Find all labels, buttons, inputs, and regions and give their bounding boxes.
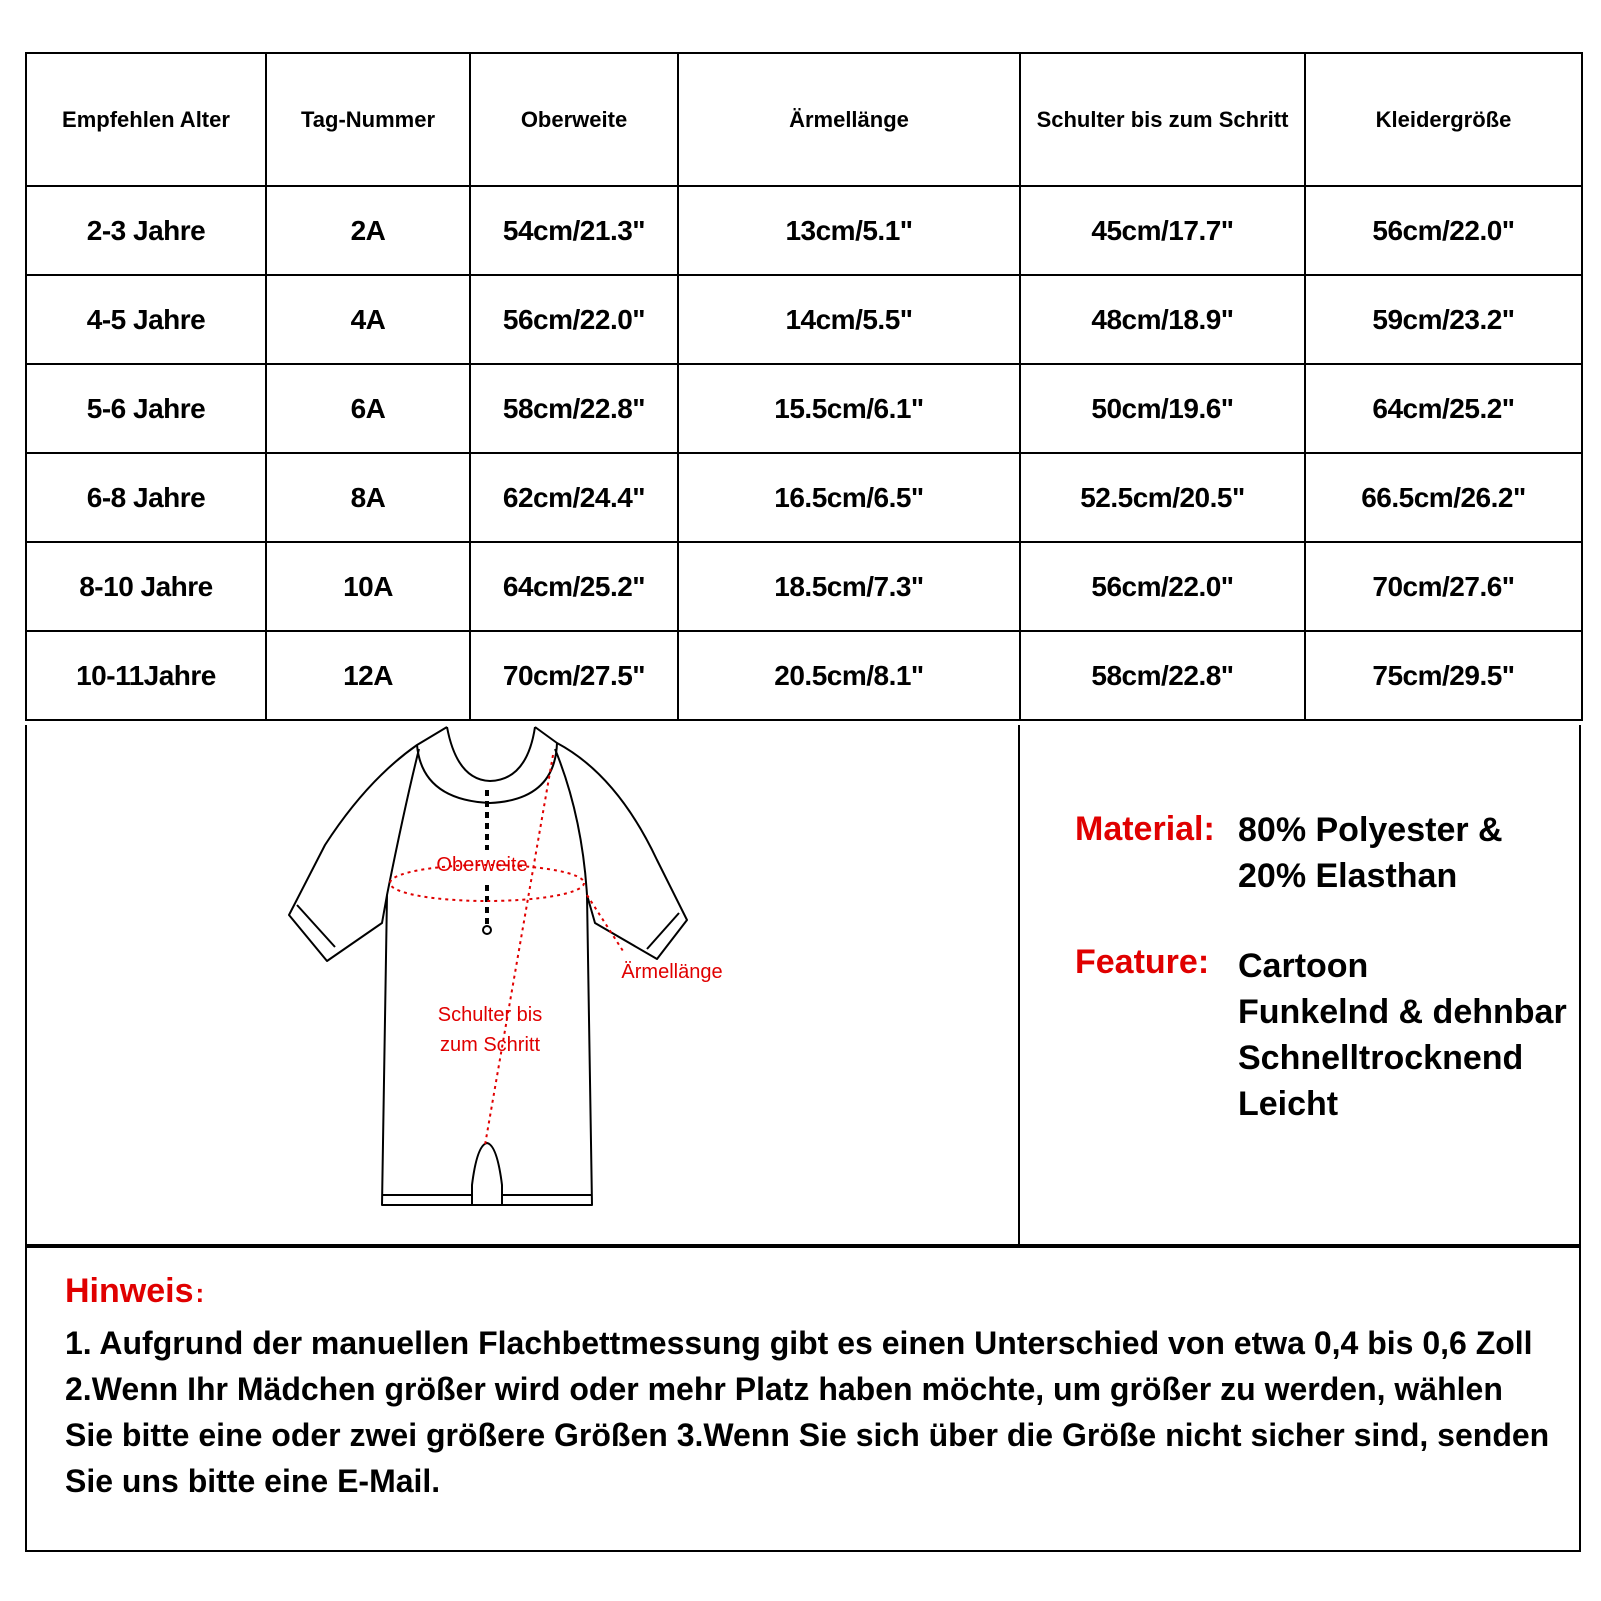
product-info: [1040, 725, 1580, 1244]
table-row: [26, 542, 1582, 631]
shoulder-crotch-label-line-1: Schulter bis: [437, 1004, 543, 1026]
table-cell: 56cm/22.0": [1305, 186, 1582, 275]
table-header-row: [26, 53, 1582, 186]
table-cell: 8A: [266, 453, 470, 542]
table-cell: 70cm/27.5": [470, 631, 678, 720]
table-cell: 20.5cm/8.1": [678, 631, 1020, 720]
notes-section: [25, 1246, 1581, 1552]
sleeve-measure-label: Ärmellänge: [621, 961, 723, 983]
table-cell: 75cm/29.5": [1305, 631, 1582, 720]
note-line: Sie uns bitte eine E-Mail.: [65, 1463, 441, 1499]
table-cell: 45cm/17.7": [1020, 186, 1305, 275]
note-line: Sie bitte eine oder zwei größere Größen 3.Wenn Sie sich über die Größe nicht sicher sind, senden: [65, 1417, 1550, 1453]
material-value: [1238, 807, 1503, 899]
table-cell: 50cm/19.6": [1020, 364, 1305, 453]
feature-item: Cartoon: [1238, 947, 1369, 985]
table-cell: 8-10 Jahre: [26, 542, 266, 631]
table-row: [26, 453, 1582, 542]
table-cell: 54cm/21.3": [470, 186, 678, 275]
feature-item: Leicht: [1238, 1085, 1339, 1123]
table-cell: 2A: [266, 186, 470, 275]
material-line: 80% Polyester &: [1238, 811, 1503, 849]
notes-body: [65, 1320, 1555, 1504]
column-header-dress-size: Kleidergröße: [1305, 53, 1582, 186]
table-cell: 10-11Jahre: [26, 631, 266, 720]
table-cell: 64cm/25.2": [470, 542, 678, 631]
feature-list: [1238, 943, 1567, 1127]
table-cell: 70cm/27.6": [1305, 542, 1582, 631]
garment-diagram: [27, 725, 1017, 1244]
table-cell: 66.5cm/26.2": [1305, 453, 1582, 542]
table-cell: 10A: [266, 542, 470, 631]
table-cell: 64cm/25.2": [1305, 364, 1582, 453]
column-header-chest: Oberweite: [470, 53, 678, 186]
section-divider: [1018, 725, 1020, 1244]
material-label: Material:: [1075, 810, 1215, 848]
table-cell: 6A: [266, 364, 470, 453]
table-row: [26, 631, 1582, 720]
column-header-shoulder-crotch: Schulter bis zum Schritt: [1020, 53, 1305, 186]
column-header-tag: Tag-Nummer: [266, 53, 470, 186]
table-cell: 15.5cm/6.1": [678, 364, 1020, 453]
table-cell: 59cm/23.2": [1305, 275, 1582, 364]
table-cell: 56cm/22.0": [470, 275, 678, 364]
table-cell: 14cm/5.5": [678, 275, 1020, 364]
note-line: 1. Aufgrund der manuellen Flachbettmessung gibt es einen Unterschied von etwa 0,4 bis 0,6 Zoll: [65, 1325, 1533, 1361]
table-cell: 52.5cm/20.5": [1020, 453, 1305, 542]
table-cell: 2-3 Jahre: [26, 186, 266, 275]
table-cell: 58cm/22.8": [1020, 631, 1305, 720]
notes-title-colon: :: [195, 1278, 205, 1308]
table-cell: 13cm/5.1": [678, 186, 1020, 275]
lower-section: [25, 725, 1581, 1246]
table-row: [26, 364, 1582, 453]
table-cell: 58cm/22.8": [470, 364, 678, 453]
table-cell: 4-5 Jahre: [26, 275, 266, 364]
note-line: 2.Wenn Ihr Mädchen größer wird oder mehr Platz haben möchte, um größer zu werden, wählen: [65, 1371, 1503, 1407]
size-table: [25, 52, 1583, 721]
table-cell: 4A: [266, 275, 470, 364]
table-cell: 12A: [266, 631, 470, 720]
feature-item: Schnelltrocknend: [1238, 1039, 1524, 1077]
table-cell: 16.5cm/6.5": [678, 453, 1020, 542]
feature-label: Feature:: [1075, 943, 1210, 981]
column-header-age: Empfehlen Alter: [26, 53, 266, 186]
notes-title-text: Hinweis: [65, 1272, 194, 1310]
table-cell: 62cm/24.4": [470, 453, 678, 542]
feature-item: Funkelnd & dehnbar: [1238, 993, 1567, 1031]
notes-title: [65, 1272, 204, 1311]
column-header-sleeve: Ärmellänge: [678, 53, 1020, 186]
table-cell: 56cm/22.0": [1020, 542, 1305, 631]
chest-measure-label: Oberweite: [436, 854, 528, 876]
table-row: [26, 186, 1582, 275]
table-cell: 6-8 Jahre: [26, 453, 266, 542]
table-cell: 18.5cm/7.3": [678, 542, 1020, 631]
material-line: 20% Elasthan: [1238, 857, 1458, 895]
table-cell: 5-6 Jahre: [26, 364, 266, 453]
table-row: [26, 275, 1582, 364]
table-cell: 48cm/18.9": [1020, 275, 1305, 364]
shoulder-crotch-label-line-2: zum Schritt: [439, 1034, 541, 1056]
